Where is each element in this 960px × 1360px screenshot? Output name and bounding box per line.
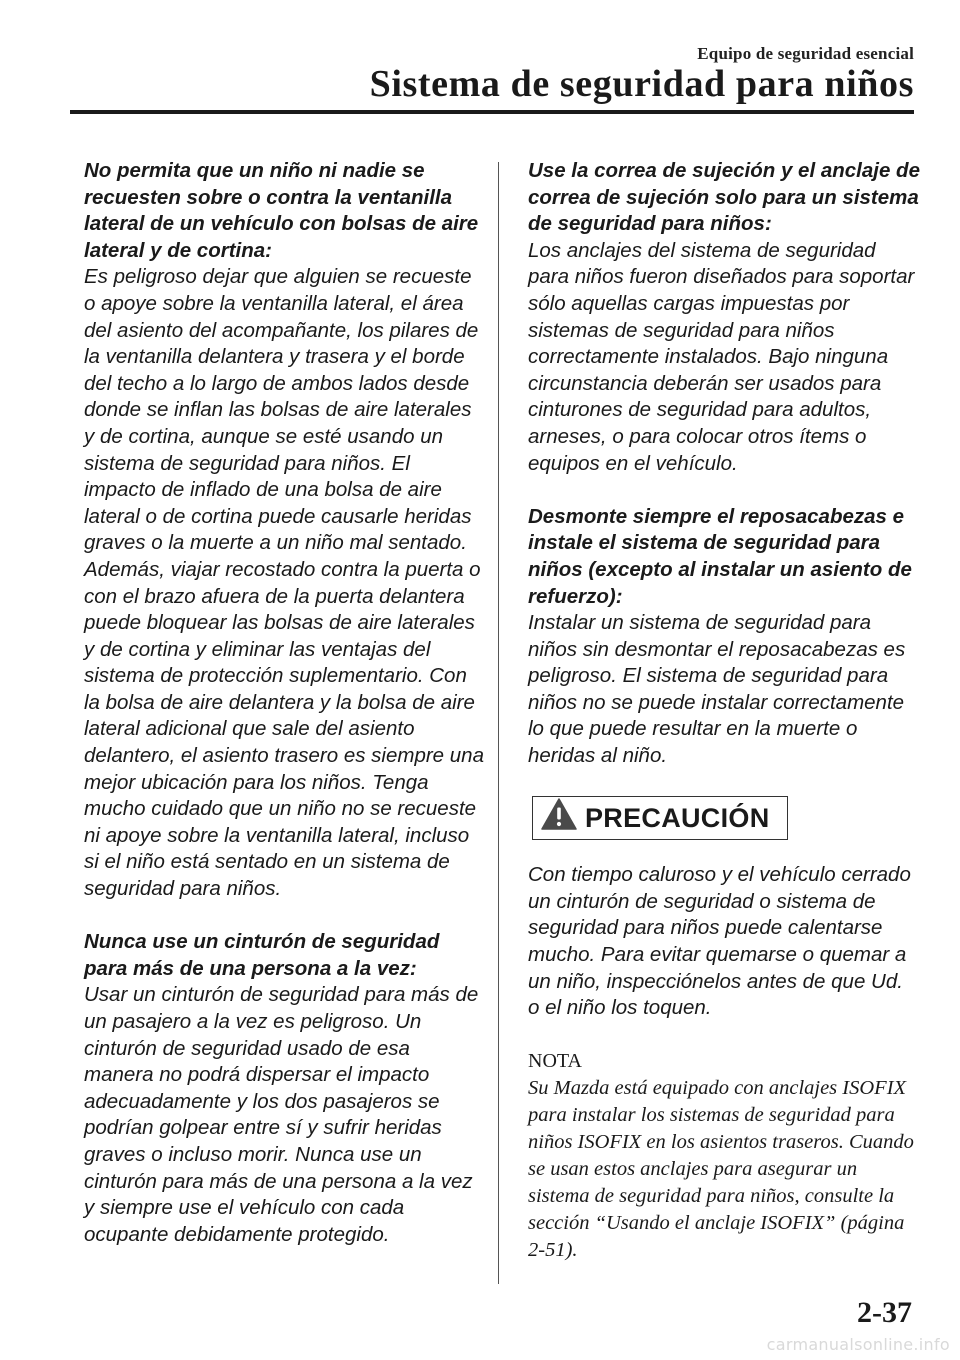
left-column: [84, 158, 484, 1275]
warning-body: Instalar un sistema de seguridad para niños sin desmontar el reposacabezas es peligroso. El sistema de seguridad para niños no se puede instalar correctamente lo que puede resultar en la muerte o heridas al niño.: [528, 611, 906, 768]
warning-block: [84, 158, 484, 903]
caution-box: [532, 796, 788, 840]
note-block: [528, 1048, 920, 1264]
caution-body: Con tiempo caluroso y el vehículo cerrado un cinturón de seguridad o sistema de seguridad para niños puede calentarse mucho. Para evitar quemarse o quemar a un niño, inspecciónelos antes de que Ud. o el niño los toquen.: [528, 863, 911, 1020]
warning-title: Desmonte siempre el reposacabezas e instale el sistema de seguridad para niños (excepto al instalar un asiento de refuerzo):: [528, 504, 912, 608]
page-title: Sistema de seguridad para niños: [369, 63, 914, 105]
note-title: NOTA: [528, 1050, 582, 1073]
warning-block: [528, 158, 920, 477]
warning-title: No permita que un niño ni nadie se recuesten sobre o contra la ventanilla lateral de un vehículo con bolsas de aire lateral y de cortina:: [84, 159, 479, 262]
page-number: 2-37: [857, 1296, 912, 1329]
warning-triangle-icon: [541, 798, 577, 838]
caution-label: PRECAUCIÓN: [585, 802, 770, 833]
warning-body: Los anclajes del sistema de seguridad para niños fueron diseñados para soportar sólo aquellas cargas impuestas por sistemas de seguridad para niños correctamente instalados. Bajo ninguna circunstancia deberán ser usados para cinturones de seguridad para adultos, arneses, o para colocar otros ítems o equipos en el vehículo.: [528, 238, 915, 475]
right-column: [528, 158, 920, 1264]
warning-title: Nunca use un cinturón de seguridad para más de una persona a la vez:: [84, 930, 440, 980]
warning-triangle-icon: [541, 798, 577, 830]
column-divider: [498, 162, 499, 1284]
warning-block: [528, 504, 920, 770]
warning-block: [84, 929, 484, 1248]
warning-body: Usar un cinturón de seguridad para más de un pasajero a la vez es peligroso. Un cinturón de seguridad usado de esa manera no podrá dispersar el impacto adecuadamente y los dos pasajeros se podrían golpear entre sí y sufrir heridas graves o incluso morir. Nunca use un cinturón para más de una persona a la vez y siempre use el vehículo con cada ocupante debidamente protegido.: [84, 983, 479, 1246]
warning-body: Es peligroso dejar que alguien se recueste o apoye sobre la ventanilla lateral, el área del asiento del acompañante, los pilares de la ventanilla delantera y trasera y el borde del techo a lo largo de ambos lados desde donde se inflan las bolsas de aire laterales y de cortina, aunque se esté usando un sistema de seguridad para niños. El impacto de inflado de una bolsa de aire lateral o de cortina puede causarle heridas graves o la muerte a un niño mal sentado. Además, viajar recostado contra la puerta o con el brazo afuera de la puerta delantera puede bloquear las bolsas de aire laterales y de cortina y eliminar las ventajas del sistema de protección suplementario. Con la bolsa de aire delantera y la bolsa de aire lateral adicional que sale del asiento delantero, el asiento trasero es siempre una mejor ubicación para los niños. Tenga mucho cuidado que un niño no se recueste ni apoye sobre la ventanilla lateral, incluso si el niño está sentado en un sistema de seguridad para niños.: [84, 265, 484, 901]
section-heading: Equipo de seguridad esencial: [697, 44, 914, 63]
warning-title: Use la correa de sujeción y el anclaje de correa de sujeción solo para un sistema de seguridad para niños:: [528, 159, 920, 236]
header-rule: [70, 110, 914, 114]
watermark: carmanualsonline.info: [766, 1335, 950, 1354]
note-body: Su Mazda está equipado con anclajes ISOFIX para instalar los sistemas de seguridad para niños ISOFIX en los asientos traseros. Cuando se usan estos anclajes para asegurar un sistema de seguridad para niños, consulte la sección “Usando el anclaje ISOFIX” (página 2-51).: [528, 1077, 914, 1261]
